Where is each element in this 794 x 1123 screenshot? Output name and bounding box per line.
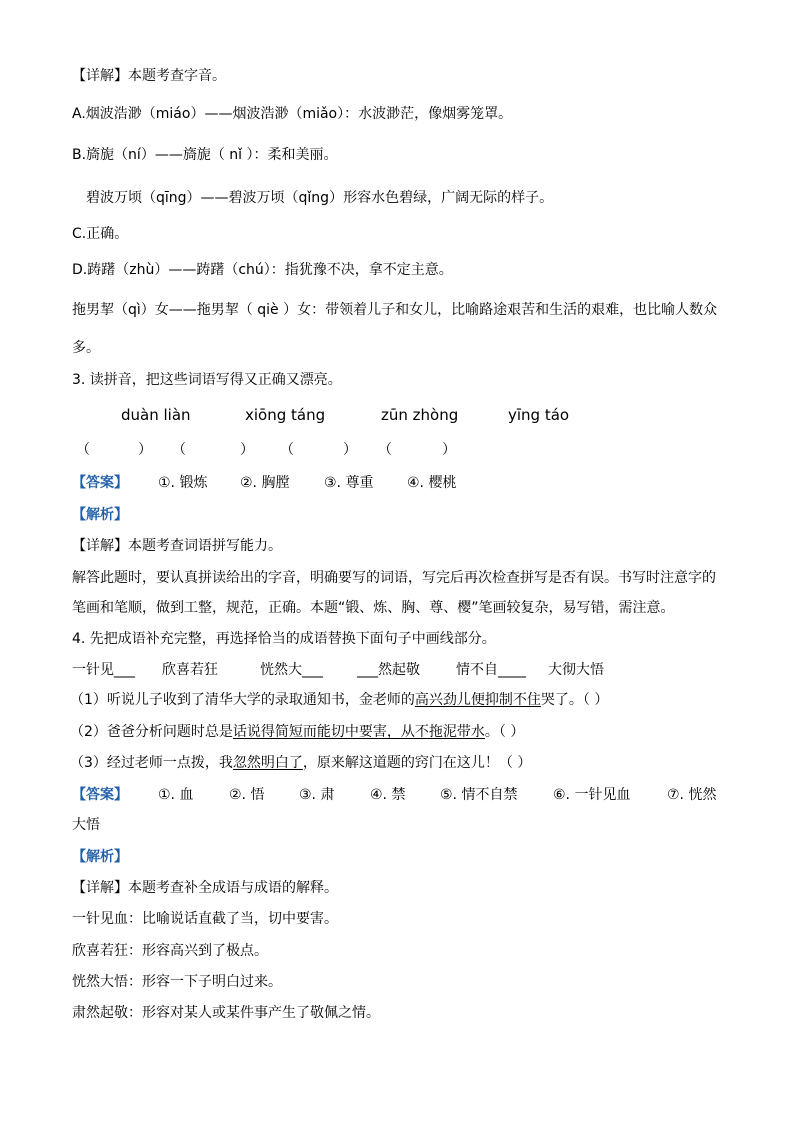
q4-answer-7-cont: 大悟 (72, 817, 100, 833)
q4-analysis-tag: 【解析】 (72, 849, 128, 865)
q4-answer-1: ①. 血 (158, 787, 194, 803)
q3-blank-3-close: ） (343, 442, 357, 458)
q4-sentence-1 (70, 690, 608, 710)
q3-answer-4: ④. 樱桃 (407, 475, 457, 491)
q4-idiom-3: 恍然大___ (260, 662, 323, 678)
q3-explanation-line1: 解答此题时，要认真拼读给出的字音，明确要写的词语，写完后再次检查拼写是否有误。书写时注意字的 (72, 570, 716, 586)
q4-answer-7: ⑦. 恍然 (667, 787, 717, 803)
q4-definition-3: 恍然大悟：形容一下子明白过来。 (72, 974, 282, 990)
q4-sentence-3-pre: （3）经过老师一点拨，我 (70, 755, 233, 771)
q2-option-c: C.正确。 (72, 226, 129, 242)
q4-definition-2: 欣喜若狂：形容高兴到了极点。 (72, 943, 268, 959)
q4-sentence-3-underlined: 忽然明白了 (232, 755, 303, 771)
q4-sentence-2-post: 。（ ） (484, 724, 525, 740)
q2-option-e-line1: 拖男挈（qì）女——拖男挈（ qiè ）女：带领着儿子和女儿，比喻路途艰苦和生活的艰难，也比喻人数众 (72, 302, 718, 318)
q3-blank-2-open: （ (172, 442, 186, 458)
q4-answer-3: ③. 肃 (299, 787, 335, 803)
q3-blank-4-open: （ (378, 442, 392, 458)
q2-option-e-line2: 多。 (72, 340, 100, 356)
q4-sentence-3-post: ，原来解这道题的窍门在这儿！（ ） (302, 755, 532, 771)
q3-answer-3: ③. 尊重 (324, 475, 374, 491)
q3-blank-1-open: （ (76, 442, 90, 458)
q3-detail: 【详解】本题考查词语拼写能力。 (72, 538, 282, 554)
q3-pinyin-1: duàn liàn (121, 406, 191, 424)
q4-sentence-1-pre: （1）听说儿子收到了清华大学的录取通知书，金老师的 (70, 692, 415, 708)
q2-option-d: D.踌躇（zhù）——踌躇（chú）：指犹豫不决，拿不定主意。 (72, 262, 453, 278)
q4-answer-5: ⑤. 情不自禁 (440, 787, 518, 803)
q4-idiom-2: 欣喜若狂 (162, 662, 218, 678)
q4-idiom-6: 大彻大悟 (548, 662, 604, 678)
q4-idiom-5: 情不自____ (456, 662, 526, 678)
q4-answer-6: ⑥. 一针见血 (553, 787, 631, 803)
q3-blank-1-close: ） (138, 442, 152, 458)
q4-sentence-3 (70, 753, 531, 773)
q4-title: 4. 先把成语补充完整，再选择恰当的成语替换下面句子中画线部分。 (72, 631, 496, 647)
q4-sentence-2-underlined: 话说得简短而能切中要害，从不拖泥带水 (232, 724, 485, 740)
q3-explanation-line2: 笔画和笔顺，做到工整，规范，正确。本题“锻、炼、胸、尊、樱”笔画较复杂，易写错，需注意。 (72, 600, 675, 616)
q4-answer-tag: 【答案】 (72, 787, 128, 803)
q4-answer-4: ④. 禁 (370, 787, 406, 803)
q3-answer-2: ②. 胸膛 (240, 475, 290, 491)
q3-analysis-tag: 【解析】 (72, 507, 128, 523)
q3-pinyin-4: yīng táo (508, 406, 570, 424)
q3-pinyin-3: zūn zhòng (381, 406, 459, 424)
q3-blank-3-open: （ (280, 442, 294, 458)
q4-idiom-4: ___然起敬 (357, 662, 420, 678)
q4-idiom-1: 一针见___ (72, 662, 135, 678)
q3-blank-4-close: ） (442, 442, 456, 458)
q4-answer-2: ②. 悟 (229, 787, 265, 803)
q4-sentence-2-pre: （2）爸爸分析问题时总是 (70, 724, 233, 740)
q4-definition-4: 肃然起敬：形容对某人或某件事产生了敬佩之情。 (72, 1005, 380, 1021)
q4-sentence-1-underlined: 高兴劲儿便抑制不住 (414, 692, 541, 708)
q4-detail: 【详解】本题考查补全成语与成语的解释。 (72, 880, 338, 896)
q4-sentence-2 (70, 722, 524, 742)
q3-pinyin-2: xiōng táng (245, 406, 326, 424)
q2-detail: 【详解】本题考查字音。 (72, 68, 226, 84)
q3-answer-1: ①. 锻炼 (158, 475, 208, 491)
q3-title: 3. 读拼音，把这些词语写得又正确又漂亮。 (72, 372, 342, 388)
q4-sentence-1-post: 哭了。（ ） (540, 692, 609, 708)
q3-answer-tag: 【答案】 (72, 475, 128, 491)
q3-blank-2-close: ） (240, 442, 254, 458)
q2-option-b2: 碧波万顷（qīng）——碧波万顷（qǐng）形容水色碧绿，广阔无际的样子。 (86, 190, 554, 206)
q2-option-b: B.旖旎（ní）——旖旎（ nǐ ）：柔和美丽。 (72, 147, 338, 163)
q4-definition-1: 一针见血：比喻说话直截了当，切中要害。 (72, 911, 338, 927)
q2-option-a: A.烟波浩渺（miáo）——烟波浩渺（miǎo）：水波渺茫，像烟雾笼罩。 (72, 106, 513, 122)
